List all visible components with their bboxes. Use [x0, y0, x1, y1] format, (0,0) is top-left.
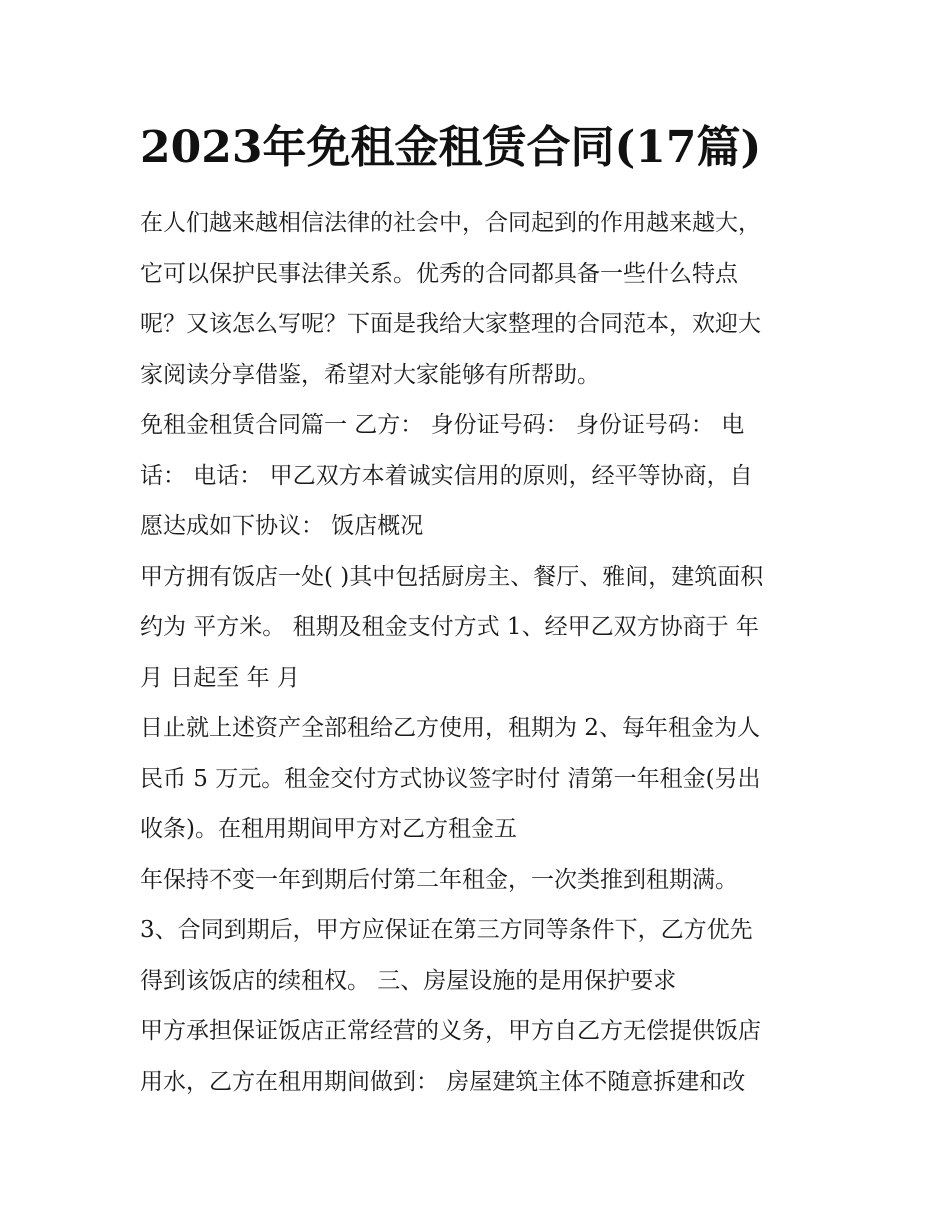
- text-line: 呢？又该怎么写呢？下面是我给大家整理的合同范本，欢迎大: [140, 311, 761, 337]
- text-line: 约为 平方米。 租期及租金支付方式 1、经甲乙双方协商于 年: [140, 614, 759, 640]
- text-line: 得到该饭店的续租权。 三、房屋设施的是用保护要求: [140, 967, 677, 994]
- text-line: 日止就上述资产全部租给乙方使用，租期为 2、每年租金为人: [140, 715, 760, 741]
- text-line: 月 日起至 年 月: [140, 664, 300, 691]
- text-line: 在人们越来越相信法律的社会中，合同起到的作用越来越大，: [140, 210, 761, 236]
- text-line: 甲方拥有饭店一处( )其中包括厨房主、餐厅、雅间，建筑面积: [140, 563, 764, 590]
- text-line: 3、合同到期后，甲方应保证在第三方同等条件下，乙方优先: [140, 917, 753, 943]
- document-title: 2023年免租金租赁合同(17篇): [140, 122, 762, 173]
- text-line: 家阅读分享借鉴，希望对大家能够有所帮助。: [140, 361, 600, 388]
- text-line: 话： 电话： 甲乙双方本着诚实信用的原则，经平等协商，自: [140, 462, 753, 489]
- text-line: 它可以保护民事法律关系。优秀的合同都具备一些什么特点: [140, 260, 738, 287]
- document-body: [140, 198, 830, 1107]
- text-line: 愿达成如下协议： 饭店概况: [140, 513, 424, 539]
- text-line: 免租金租赁合同篇一 乙方： 身份证号码： 身份证号码： 电: [140, 412, 745, 438]
- text-line: 民币 5 万元。租金交付方式协议签字时付 清第一年租金(另出: [140, 765, 761, 792]
- text-line: 甲方承担保证饭店正常经营的义务，甲方自乙方无偿提供饭店: [140, 1018, 761, 1044]
- text-line: 年保持不变一年到期后付第二年租金，一次类推到租期满。: [140, 866, 738, 893]
- text-line: 用水，乙方在租用期间做到： 房屋建筑主体不随意拆建和改: [140, 1068, 746, 1095]
- text-line: 收条)。在租用期间甲方对乙方租金五: [140, 816, 517, 842]
